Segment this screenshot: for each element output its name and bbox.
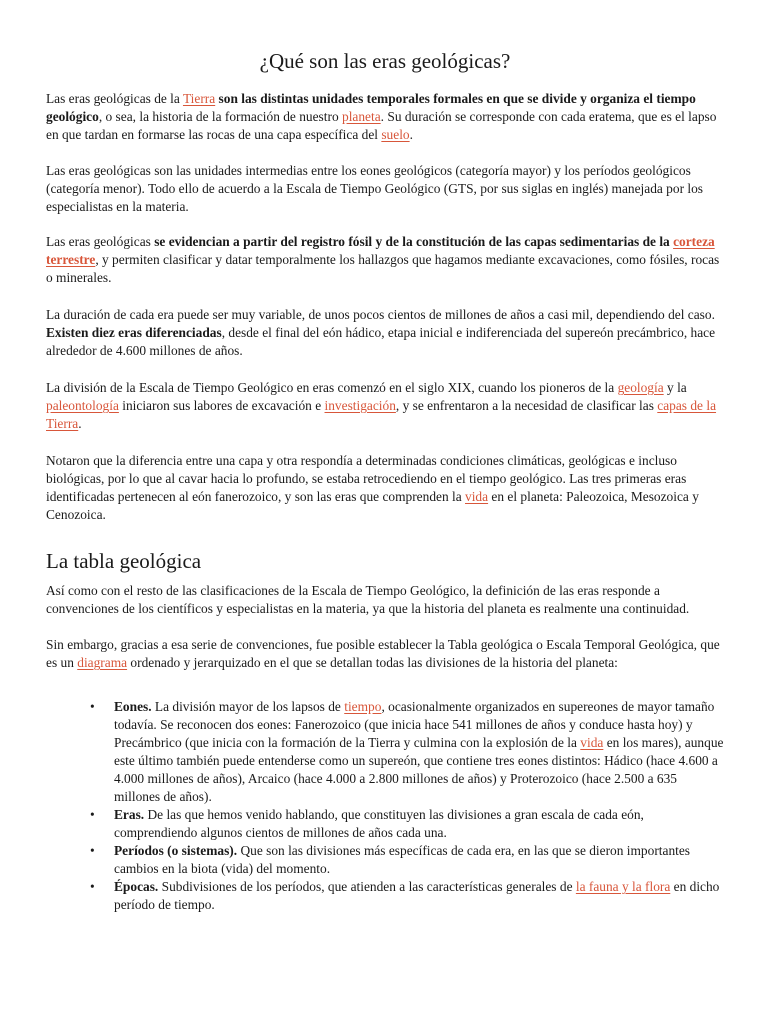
text: Las eras geológicas de la: [46, 91, 183, 106]
link-vida[interactable]: vida: [465, 489, 489, 504]
text: De las que hemos venido hablando, que constituyen las divisiones a gran escala de cada eón, comprendiendo algunos cientos de millones de años cada una.: [114, 807, 644, 840]
text: La duración de cada era puede ser muy variable, de unos pocos cientos de millones de años a casi mil, dependiendo del caso.: [46, 307, 715, 322]
paragraph-clasificaciones: Así como con el resto de las clasificaciones de la Escala de Tiempo Geológico, la definición de las eras responde a convenciones de los científicos y especialistas en la materia, ya que la historia del planeta es realmente una continuidad.: [46, 583, 690, 616]
link-tierra[interactable]: Tierra: [182, 91, 216, 106]
link-tiempo[interactable]: tiempo: [344, 699, 382, 714]
bold-text: Épocas.: [114, 879, 159, 894]
text: Las eras geológicas: [46, 234, 155, 249]
link-suelo[interactable]: suelo: [381, 127, 410, 142]
text: , ocasionalmente organizados en supereones de mayor tamaño todavía. Se reconocen dos eones: Fanerozoico (que inicia hace 541 millones de años y conduce hasta hoy) y Precámbrico (que inicia con la formación de la Tierra y culmina con la explosión de la: [114, 699, 715, 750]
text: en los mares), aunque este último también puede entenderse como un supereón, que contiene tres eones distintos: Hádico (hace 4.600 a 4.000 millones de años), Arcaico (hace 4.000 a 2.800 millones de años) y Proterozoico (hace 2.500 a 635 millones de años).: [114, 735, 724, 804]
text: y la: [663, 380, 687, 395]
list-item-periodos: [90, 842, 724, 878]
bullet-icon: •: [90, 879, 95, 894]
link-diagrama[interactable]: diagrama: [77, 655, 128, 670]
page-title: ¿Qué son las eras geológicas?: [259, 49, 511, 73]
link-corteza-terrestre[interactable]: corteza terrestre: [46, 234, 715, 267]
divisions-list: [46, 698, 724, 914]
text: , y permiten clasificar y datar temporalmente los hallazgos que hagamos mediante excavaciones, como fósiles, rocas o minerales.: [46, 252, 720, 285]
bold-text: Períodos (o sistemas).: [114, 843, 238, 858]
text: .: [409, 127, 413, 142]
text: ordenado y jerarquizado en el que se detallan todas las divisiones de la historia del planeta:: [127, 655, 618, 670]
text: La división mayor de los lapsos de: [151, 699, 345, 714]
list-item-eones: [90, 698, 724, 806]
paragraph-eones: Las eras geológicas son las unidades intermedias entre los eones geológicos (categoría mayor) y los períodos geológicos (categoría menor). Todo ello de acuerdo a la Escala de Tiempo Geológico (GTS, por sus siglas en inglés) manejada por los especialistas en la materia.: [46, 163, 704, 214]
section-heading: La tabla geológica: [46, 549, 202, 573]
text: en el planeta: Paleozoica, Mesozoica y Cenozoica.: [46, 489, 699, 522]
text: , desde el final del eón hádico, etapa inicial e indiferenciada del supereón precámbrico, hace alrededor de 4.600 millones de años.: [46, 325, 716, 358]
bold-text: Eras.: [114, 807, 145, 822]
paragraph-division: [46, 379, 724, 433]
link-capas-de-la-tierra[interactable]: capas de la Tierra: [46, 398, 717, 431]
paragraph-registro-fosil: [46, 233, 724, 287]
text: Notaron que la diferencia entre una capa y otra respondía a determinadas condiciones climáticas, geológicas e incluso biológicas, por lo que al cavar hacia lo profundo, se estaba retrocediendo en el tiempo geológico. Las tres primeras eras identificadas pertenecen al eón fanerozoico, y son las eras que comprenden la: [46, 453, 687, 504]
text: .: [78, 416, 82, 431]
text: Que son las divisiones más específicas de cada era, en las que se dieron importantes cambios en la biota (vida) del momento.: [114, 843, 691, 876]
link-planeta[interactable]: planeta: [342, 109, 381, 124]
text: Subdivisiones de los períodos, que atienden a las características generales de: [158, 879, 576, 894]
link-investigacion[interactable]: investigación: [324, 398, 396, 413]
text: , y se enfrentaron a la necesidad de clasificar las: [395, 398, 658, 413]
paragraph-tabla: [46, 636, 724, 672]
link-geologia[interactable]: geología: [617, 380, 664, 395]
bold-text: Existen diez eras diferenciadas: [46, 325, 222, 340]
paragraph-notaron: [46, 452, 724, 524]
link-vida-2[interactable]: vida: [580, 735, 604, 750]
bullet-icon: •: [90, 843, 95, 858]
paragraph-intro: [46, 90, 724, 144]
text: . Su duración se corresponde con cada eratema, que es el lapso en que tardan en formarse las rocas de una capa específica del: [46, 109, 717, 142]
link-paleontologia[interactable]: paleontología: [46, 398, 119, 413]
bold-text: son las distintas unidades temporales formales en que se divide y organiza el tiempo geológico: [46, 91, 696, 124]
text: en dicho período de tiempo.: [114, 879, 720, 912]
bullet-icon: •: [90, 699, 95, 714]
text: La división de la Escala de Tiempo Geológico en eras comenzó en el siglo XIX, cuando los pioneros de la: [46, 380, 618, 395]
text: Sin embargo, gracias a esa serie de convenciones, fue posible establecer la Tabla geológica o Escala Temporal Geológica, que es un: [46, 637, 720, 670]
bullet-icon: •: [90, 807, 95, 822]
list-item-eras: [90, 806, 724, 842]
list-item-epocas: [90, 878, 724, 914]
bold-text: se evidencian a partir del registro fósil y de la constitución de las capas sedimentarias de la: [154, 234, 674, 249]
bold-text: Eones.: [114, 699, 152, 714]
text: iniciaron sus labores de excavación e: [118, 398, 325, 413]
paragraph-duracion: [46, 306, 724, 360]
text: , o sea, la historia de la formación de nuestro: [98, 109, 342, 124]
link-fauna-flora[interactable]: la fauna y la flora: [575, 879, 671, 894]
